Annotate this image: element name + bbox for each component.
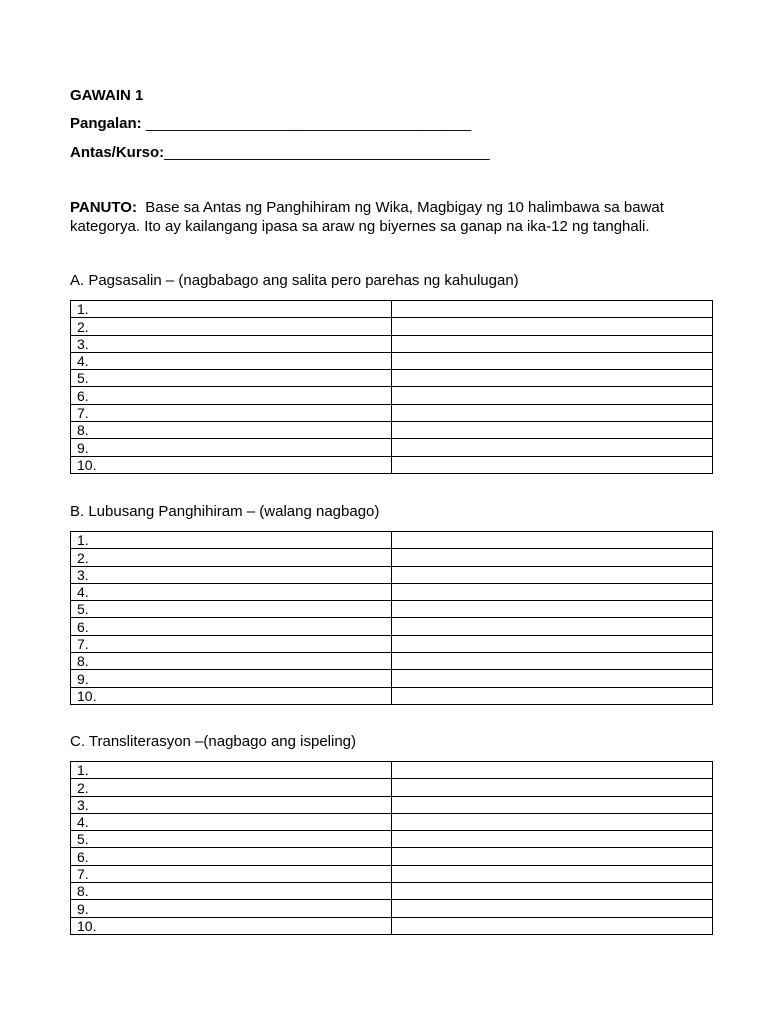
table-row — [71, 439, 713, 456]
row-number[interactable]: 3. — [71, 335, 392, 352]
answer-cell[interactable] — [392, 779, 713, 796]
row-number[interactable]: 8. — [71, 653, 392, 670]
course-field[interactable] — [70, 144, 490, 161]
row-number[interactable]: 6. — [71, 387, 392, 404]
worksheet-title: GAWAIN 1 — [70, 87, 144, 104]
row-number[interactable]: 1. — [71, 532, 392, 549]
row-number[interactable]: 3. — [71, 566, 392, 583]
table-row — [71, 917, 713, 934]
table-row — [71, 387, 713, 404]
section-c-table — [70, 761, 713, 935]
answer-cell[interactable] — [392, 456, 713, 473]
answer-cell[interactable] — [392, 601, 713, 618]
row-number[interactable]: 9. — [71, 670, 392, 687]
table-row — [71, 670, 713, 687]
answer-cell[interactable] — [392, 670, 713, 687]
table-row — [71, 532, 713, 549]
course-blank-line[interactable]: _______________________________________ — [164, 144, 490, 161]
answer-cell[interactable] — [392, 422, 713, 439]
row-number[interactable]: 10. — [71, 917, 392, 934]
instructions — [70, 198, 720, 236]
table-row — [71, 865, 713, 882]
answer-cell[interactable] — [392, 900, 713, 917]
answer-cell[interactable] — [392, 813, 713, 830]
answer-cell[interactable] — [392, 831, 713, 848]
table-row — [71, 635, 713, 652]
row-number[interactable]: 8. — [71, 422, 392, 439]
answer-cell[interactable] — [392, 318, 713, 335]
answer-cell[interactable] — [392, 796, 713, 813]
name-label: Pangalan: — [70, 115, 142, 132]
row-number[interactable]: 5. — [71, 831, 392, 848]
row-number[interactable]: 1. — [71, 762, 392, 779]
table-row — [71, 583, 713, 600]
row-number[interactable]: 8. — [71, 883, 392, 900]
table-row — [71, 687, 713, 704]
answer-cell[interactable] — [392, 335, 713, 352]
table-row — [71, 422, 713, 439]
answer-cell[interactable] — [392, 532, 713, 549]
table-row — [71, 456, 713, 473]
table-row — [71, 779, 713, 796]
answer-cell[interactable] — [392, 387, 713, 404]
table-row — [71, 370, 713, 387]
section-a-title: A. Pagsasalin – (nagbabago ang salita pero parehas ng kahulugan) — [70, 272, 519, 289]
table-row — [71, 883, 713, 900]
table-row — [71, 831, 713, 848]
answer-cell[interactable] — [392, 883, 713, 900]
table-row — [71, 900, 713, 917]
row-number[interactable]: 2. — [71, 549, 392, 566]
row-number[interactable]: 10. — [71, 687, 392, 704]
row-number[interactable]: 4. — [71, 583, 392, 600]
row-number[interactable]: 5. — [71, 370, 392, 387]
answer-cell[interactable] — [392, 352, 713, 369]
answer-cell[interactable] — [392, 404, 713, 421]
table-row — [71, 796, 713, 813]
answer-cell[interactable] — [392, 687, 713, 704]
table-row — [71, 848, 713, 865]
table-row — [71, 335, 713, 352]
table-row — [71, 301, 713, 318]
row-number[interactable]: 7. — [71, 865, 392, 882]
table-row — [71, 601, 713, 618]
table-row — [71, 813, 713, 830]
answer-cell[interactable] — [392, 301, 713, 318]
table-row — [71, 352, 713, 369]
answer-cell[interactable] — [392, 549, 713, 566]
answer-cell[interactable] — [392, 865, 713, 882]
table-row — [71, 653, 713, 670]
course-label: Antas/Kurso: — [70, 144, 165, 161]
row-number[interactable]: 10. — [71, 456, 392, 473]
row-number[interactable]: 7. — [71, 635, 392, 652]
instructions-text: Base sa Antas ng Panghihiram ng Wika, Magbigay ng 10 halimbawa sa bawat kategorya. Ito ay kailangang ipasa sa araw ng biyernes sa ganap na ika-12 ng tanghali. — [70, 199, 664, 235]
row-number[interactable]: 6. — [71, 618, 392, 635]
table-row — [71, 762, 713, 779]
answer-cell[interactable] — [392, 653, 713, 670]
answer-cell[interactable] — [392, 917, 713, 934]
row-number[interactable]: 2. — [71, 779, 392, 796]
answer-cell[interactable] — [392, 566, 713, 583]
section-b-title: B. Lubusang Panghihiram – (walang nagbago) — [70, 503, 380, 520]
row-number[interactable]: 7. — [71, 404, 392, 421]
row-number[interactable]: 2. — [71, 318, 392, 335]
name-blank-line[interactable]: _______________________________________ — [145, 115, 472, 132]
answer-cell[interactable] — [392, 370, 713, 387]
table-row — [71, 404, 713, 421]
table-row — [71, 566, 713, 583]
row-number[interactable]: 4. — [71, 352, 392, 369]
answer-cell[interactable] — [392, 583, 713, 600]
name-field[interactable] — [70, 115, 471, 132]
section-b-table — [70, 531, 713, 705]
row-number[interactable]: 3. — [71, 796, 392, 813]
row-number[interactable]: 1. — [71, 301, 392, 318]
row-number[interactable]: 9. — [71, 900, 392, 917]
section-a-table — [70, 300, 713, 474]
table-row — [71, 618, 713, 635]
answer-cell[interactable] — [392, 439, 713, 456]
answer-cell[interactable] — [392, 618, 713, 635]
answer-cell[interactable] — [392, 848, 713, 865]
section-c-title: C. Transliterasyon –(nagbago ang ispeling) — [70, 733, 357, 750]
answer-cell[interactable] — [392, 762, 713, 779]
row-number[interactable]: 6. — [71, 848, 392, 865]
instructions-label: PANUTO: — [70, 199, 137, 216]
table-row — [71, 318, 713, 335]
table-row — [71, 549, 713, 566]
answer-cell[interactable] — [392, 635, 713, 652]
row-number[interactable]: 5. — [71, 601, 392, 618]
row-number[interactable]: 4. — [71, 813, 392, 830]
row-number[interactable]: 9. — [71, 439, 392, 456]
